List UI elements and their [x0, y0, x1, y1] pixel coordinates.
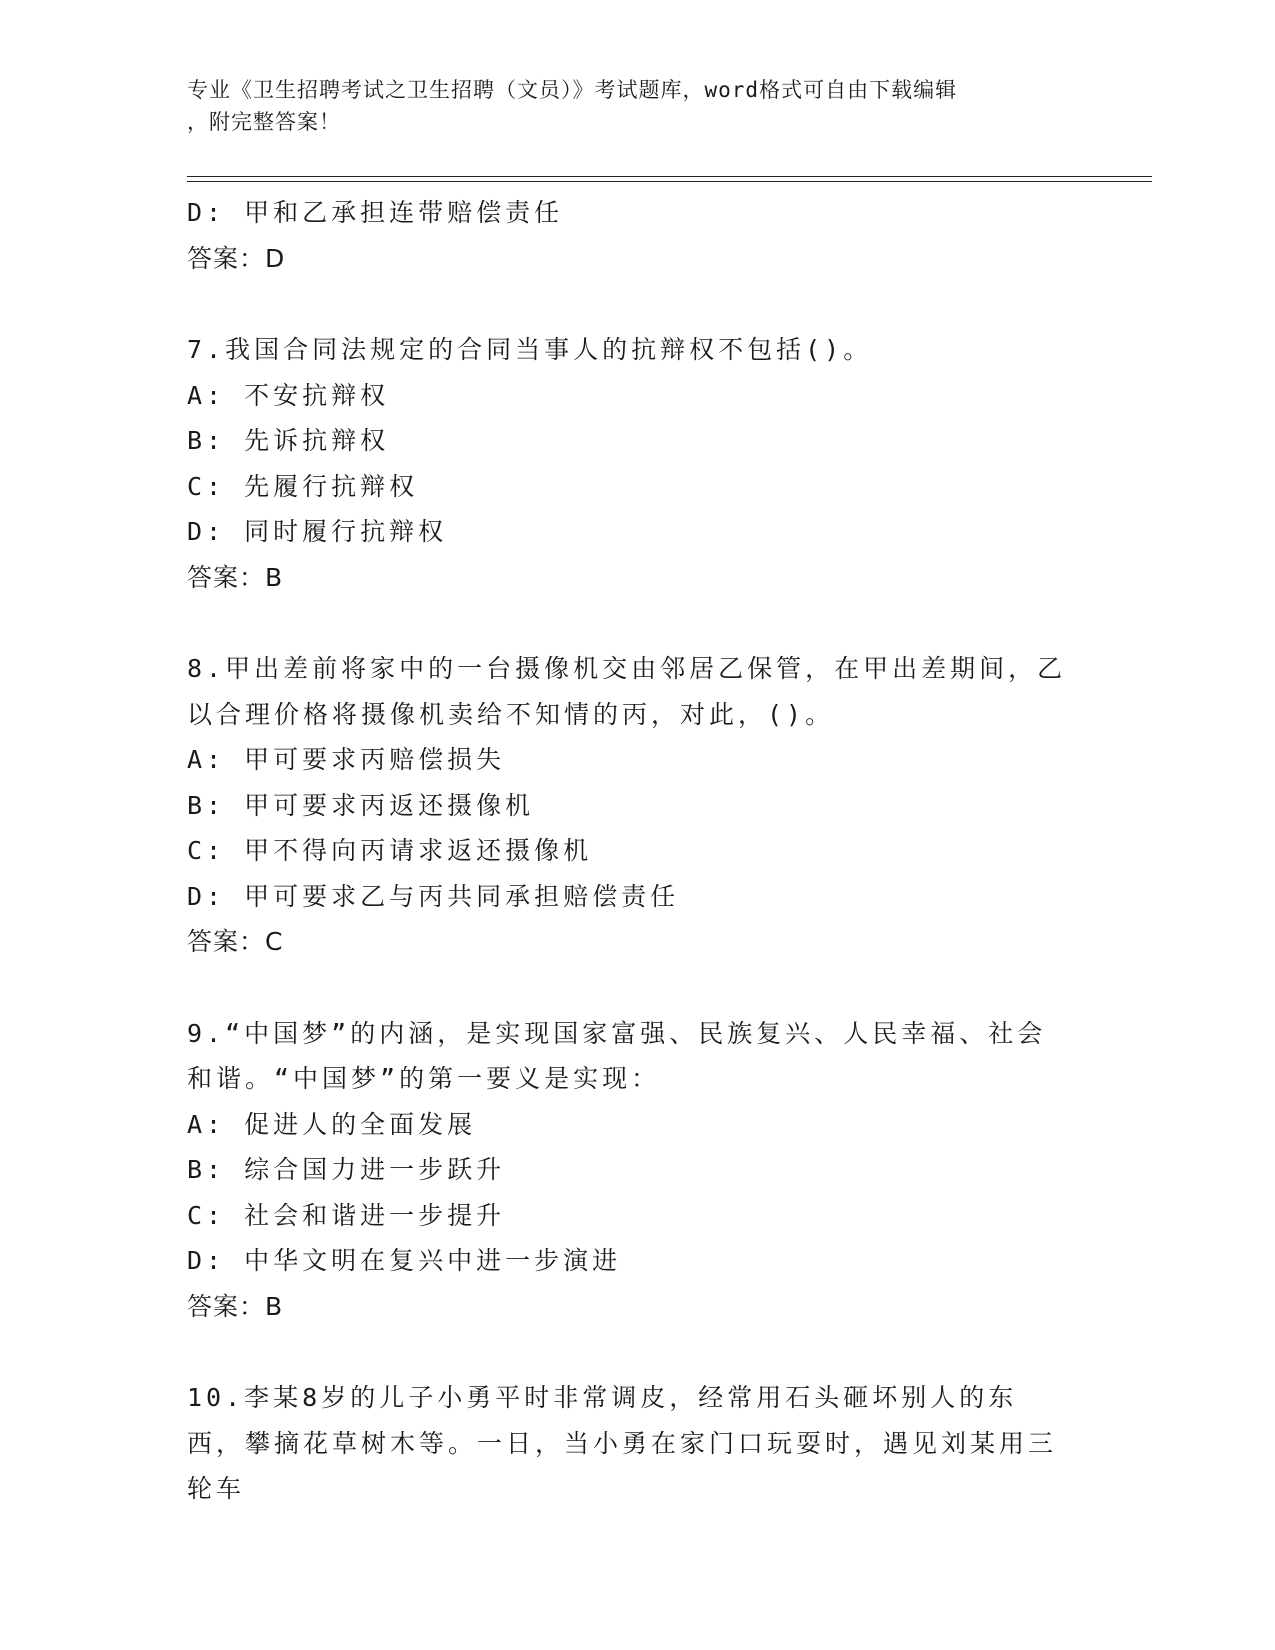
question-8 — [187, 646, 1087, 965]
answer: 答案：D — [187, 243, 286, 273]
header-rule-top — [187, 176, 1152, 177]
option-b: B: 综合国力进一步跃升 — [187, 1155, 506, 1184]
option-a: A: 甲可要求丙赔偿损失 — [187, 745, 506, 774]
option-d: D: 甲可要求乙与丙共同承担赔偿责任 — [187, 881, 680, 911]
option-b: B: 先诉抗辩权 — [187, 426, 390, 455]
option-a: A: 促进人的全面发展 — [187, 1109, 477, 1139]
option-d: D: 同时履行抗辩权 — [187, 517, 448, 546]
answer: 答案：B — [187, 562, 284, 592]
option-b: B: 甲可要求丙返还摄像机 — [187, 790, 535, 820]
question-text: 7.我国合同法规定的合同当事人的抗辩权不包括()。 — [187, 335, 873, 364]
header-line-1: 专业《卫生招聘考试之卫生招聘（文员）》考试题库，word格式可自由下载编辑 — [187, 78, 958, 102]
option-c: C: 社会和谐进一步提升 — [187, 1200, 506, 1230]
question-text: 9.“中国梦”的内涵，是实现国家富强、民族复兴、人民幸福、社会和谐。“中国梦”的第一要义是实现： — [187, 1018, 1047, 1093]
question-7 — [187, 327, 1087, 600]
question-text: 10.李某8岁的儿子小勇平时非常调皮，经常用石头砸坏别人的东西，攀摘花草树木等。一日，当小勇在家门口玩耍时，遇见刘某用三轮车 — [187, 1383, 1058, 1503]
document-body — [187, 190, 1087, 1512]
header-rule-bottom — [187, 181, 1152, 182]
option-c: C: 先履行抗辩权 — [187, 471, 419, 501]
option-c: C: 甲不得向丙请求返还摄像机 — [187, 836, 593, 865]
question-9 — [187, 1011, 1087, 1330]
question-10 — [187, 1375, 1087, 1512]
answer: 答案：B — [187, 1291, 284, 1321]
option-d: D: 甲和乙承担连带赔偿责任 — [187, 198, 564, 227]
answer: 答案：C — [187, 927, 284, 956]
document-header — [187, 74, 1067, 138]
option-a: A: 不安抗辩权 — [187, 380, 390, 410]
option-d: D: 中华文明在复兴中进一步演进 — [187, 1246, 622, 1275]
question-6-tail — [187, 190, 1087, 281]
header-line-2: ，附完整答案！ — [187, 110, 341, 134]
question-text: 8.甲出差前将家中的一台摄像机交由邻居乙保管，在甲出差期间，乙以合理价格将摄像机卖给不知情的丙，对此，()。 — [187, 654, 1067, 729]
